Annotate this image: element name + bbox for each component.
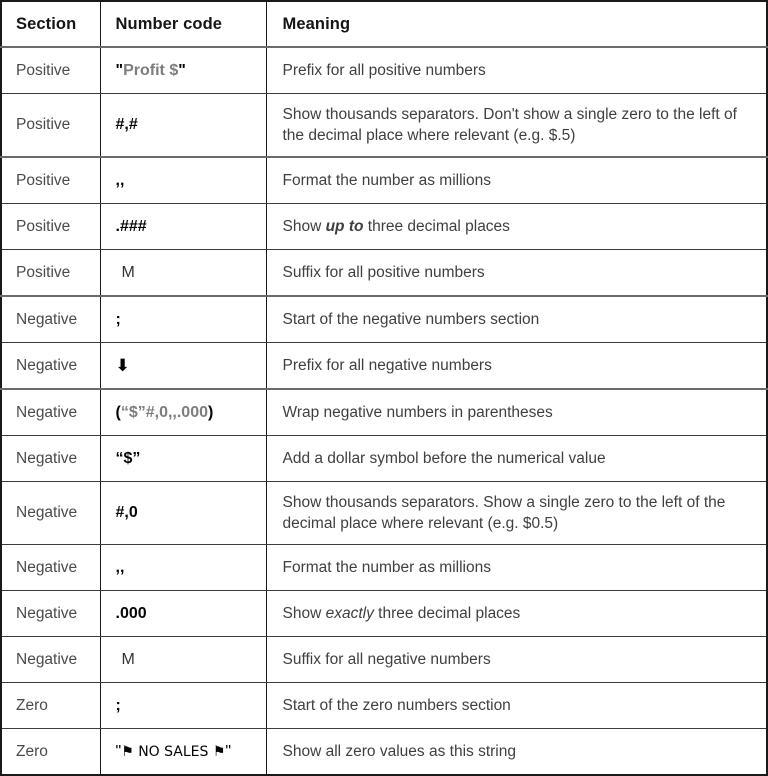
code-segment: “$”	[115, 449, 141, 467]
cell-section	[1, 389, 100, 436]
cell-meaning	[266, 436, 767, 482]
section-label: Negative	[16, 604, 78, 622]
number-code-down-arrow	[101, 356, 266, 376]
cell-section	[1, 637, 100, 683]
column-header-number-code	[100, 1, 266, 47]
code-segment: ⬇	[115, 355, 130, 376]
section-label: Negative	[16, 403, 78, 421]
code-segment: "	[178, 61, 186, 79]
section-label: Negative	[16, 504, 78, 521]
code-segment-muted: Profit $	[123, 61, 179, 79]
cell-section	[1, 47, 100, 94]
table-row	[1, 482, 767, 545]
column-header-meaning	[266, 1, 767, 47]
number-code-value	[101, 264, 266, 282]
cell-number-code	[100, 683, 266, 729]
meaning-text-prefix: Show	[282, 604, 326, 622]
meaning-text: Prefix for all positive numbers	[282, 61, 486, 79]
meaning-text: Wrap negative numbers in parentheses	[282, 403, 553, 421]
column-header-meaning-label: Meaning	[282, 14, 351, 33]
section-label: Negative	[16, 356, 78, 374]
table-row	[1, 545, 767, 591]
code-segment: M	[121, 263, 135, 281]
cell-section	[1, 729, 100, 776]
code-segment: "	[225, 742, 232, 760]
number-code-value	[101, 62, 266, 80]
meaning-text: Prefix for all negative numbers	[282, 356, 492, 374]
code-segment: M	[121, 650, 135, 668]
meaning-text-emphasis: up to	[325, 217, 364, 235]
cell-section	[1, 94, 100, 158]
number-code-value	[101, 218, 266, 236]
column-header-number-code-label: Number code	[115, 14, 223, 33]
cell-number-code	[100, 250, 266, 297]
meaning-text	[267, 603, 767, 624]
code-segment: .###	[115, 217, 147, 235]
code-segment: "	[115, 61, 124, 79]
cell-meaning	[266, 389, 767, 436]
section-label: Negative	[16, 650, 78, 668]
meaning-text: Show thousands separators. Don't show a single zero to the left of the decimal place where relevant (e.g. $.5)	[282, 105, 737, 144]
table-row	[1, 204, 767, 250]
number-code-value	[101, 651, 266, 669]
cell-section	[1, 683, 100, 729]
meaning-text: Add a dollar symbol before the numerical value	[282, 449, 606, 467]
cell-meaning	[266, 683, 767, 729]
cell-meaning	[266, 47, 767, 94]
table-row	[1, 637, 767, 683]
cell-number-code	[100, 545, 266, 591]
section-label: Positive	[16, 217, 71, 235]
cell-number-code	[100, 729, 266, 776]
cell-number-code	[100, 94, 266, 158]
meaning-text: Start of the zero numbers section	[282, 696, 511, 714]
table-row	[1, 343, 767, 390]
meaning-text: Format the number as millions	[282, 558, 491, 576]
cell-number-code	[100, 204, 266, 250]
cell-section	[1, 545, 100, 591]
meaning-text	[267, 216, 767, 237]
cell-section	[1, 482, 100, 545]
cell-section	[1, 296, 100, 343]
section-label: Zero	[16, 742, 48, 760]
number-code-value	[101, 404, 266, 422]
code-segment: ,,	[115, 171, 125, 189]
cell-section	[1, 204, 100, 250]
cell-meaning	[266, 591, 767, 637]
section-label: Negative	[16, 449, 78, 467]
cell-meaning	[266, 94, 767, 158]
number-code-value	[101, 311, 266, 329]
code-segment: ;	[115, 696, 121, 714]
cell-meaning	[266, 157, 767, 204]
cell-number-code	[100, 296, 266, 343]
meaning-text: Show all zero values as this string	[282, 742, 516, 760]
code-segment: ⚑ NO SALES ⚑	[121, 743, 226, 760]
table-row	[1, 250, 767, 297]
section-label: Positive	[16, 61, 71, 79]
code-segment: (	[115, 403, 121, 421]
cell-meaning	[266, 204, 767, 250]
cell-number-code	[100, 482, 266, 545]
cell-section	[1, 250, 100, 297]
cell-meaning	[266, 482, 767, 545]
cell-number-code	[100, 436, 266, 482]
cell-meaning	[266, 343, 767, 390]
column-header-section	[1, 1, 100, 47]
section-label: Positive	[16, 116, 71, 133]
meaning-text: Suffix for all positive numbers	[282, 263, 485, 281]
cell-section	[1, 436, 100, 482]
code-segment: "	[115, 742, 122, 760]
meaning-text-prefix: Show	[282, 217, 326, 235]
table-row	[1, 683, 767, 729]
code-segment: )	[208, 403, 214, 421]
column-header-section-label: Section	[16, 14, 77, 33]
section-label: Positive	[16, 263, 71, 281]
table-row	[1, 729, 767, 776]
table-row	[1, 296, 767, 343]
cell-number-code	[100, 389, 266, 436]
cell-number-code	[100, 637, 266, 683]
number-code-value	[101, 504, 266, 522]
cell-number-code	[100, 157, 266, 204]
code-segment-muted: “$”#,0,,.000	[120, 403, 208, 421]
cell-number-code	[100, 591, 266, 637]
section-label: Negative	[16, 310, 78, 328]
section-label: Zero	[16, 696, 48, 714]
section-label: Negative	[16, 558, 78, 576]
cell-meaning	[266, 296, 767, 343]
number-code-value	[101, 605, 266, 623]
section-label: Positive	[16, 171, 71, 189]
number-code-value	[101, 697, 266, 715]
number-code-value	[101, 559, 266, 577]
code-segment: ;	[115, 310, 121, 328]
meaning-text-suffix: three decimal places	[363, 217, 510, 235]
cell-meaning	[266, 637, 767, 683]
cell-number-code	[100, 343, 266, 390]
cell-number-code	[100, 47, 266, 94]
meaning-text-emphasis: exactly	[325, 604, 374, 622]
meaning-text-suffix: three decimal places	[373, 604, 521, 622]
meaning-text: Show thousands separators. Show a single zero to the left of the decimal place where relevant (e.g. $0.5)	[282, 493, 726, 532]
table-body	[1, 47, 767, 775]
code-segment: ,,	[115, 558, 125, 576]
number-code-value	[101, 116, 266, 134]
cell-section	[1, 591, 100, 637]
table-row	[1, 157, 767, 204]
table-header-row	[1, 1, 767, 47]
cell-meaning	[266, 545, 767, 591]
code-segment: #,#	[115, 116, 138, 133]
number-code-value	[101, 450, 266, 468]
meaning-text: Suffix for all negative numbers	[282, 650, 491, 668]
code-segment: .000	[115, 604, 147, 622]
table-row	[1, 47, 767, 94]
table-row	[1, 436, 767, 482]
code-segment: #,0	[115, 504, 138, 521]
table-row	[1, 389, 767, 436]
table-row	[1, 591, 767, 637]
cell-meaning	[266, 729, 767, 776]
table-row	[1, 94, 767, 158]
cell-section	[1, 343, 100, 390]
meaning-text: Format the number as millions	[282, 171, 491, 189]
cell-section	[1, 157, 100, 204]
number-code-value	[101, 743, 266, 761]
cell-meaning	[266, 250, 767, 297]
number-code-value	[101, 172, 266, 190]
meaning-text: Start of the negative numbers section	[282, 310, 540, 328]
